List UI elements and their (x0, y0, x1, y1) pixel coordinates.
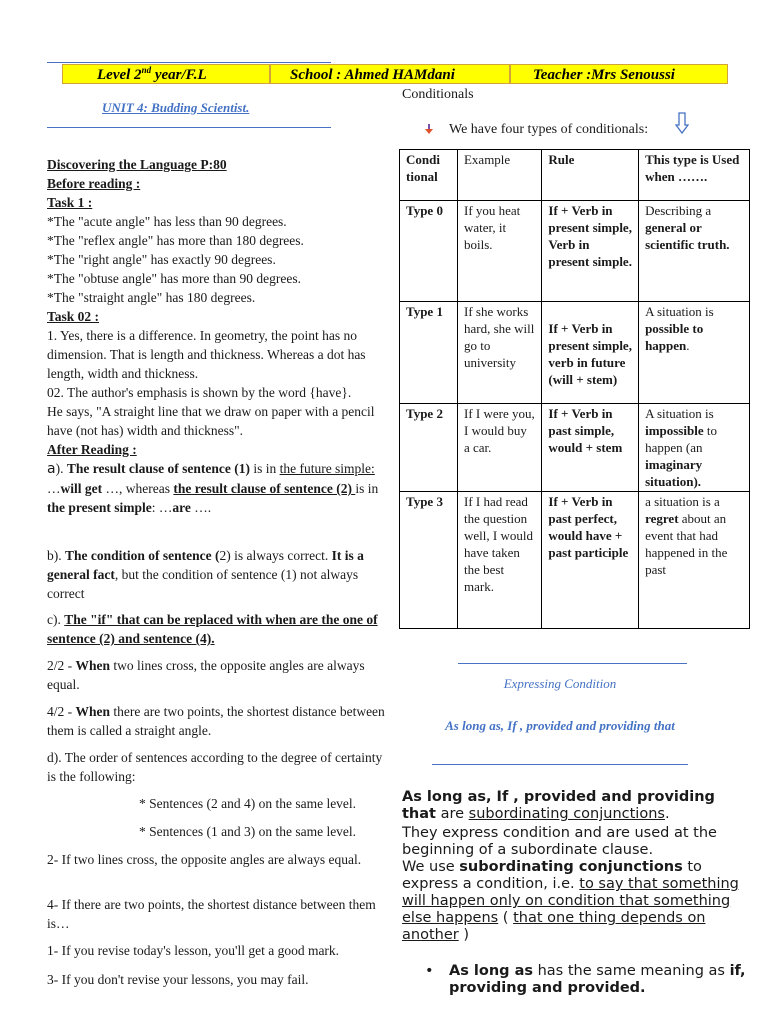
conditionals-title: Conditionals (402, 87, 474, 102)
as-long-as-bullet: • As long as has the same meaning as if, providing and provided. (425, 963, 746, 996)
conditionals-table (399, 149, 750, 629)
left-column (47, 155, 387, 517)
example-cell: If I were you, I would buy a car. (457, 404, 541, 492)
table-row (400, 302, 750, 404)
task1-item: *The "right angle" has exactly 90 degrees. (47, 252, 276, 267)
explanation-p1: As long as, If , provided and providing that are subordinating conjunctions. (402, 789, 715, 822)
teacher-cell (510, 64, 728, 84)
answer-a: a). The result clause of sentence (1) is in the future simple: …will get …, whereas the result clause of sentence (2) is in the present simple: …are …. (47, 461, 379, 515)
sentence-3: 3- If you don't revise your lessons, you may fail. (47, 972, 309, 987)
bullet-dot: • (425, 963, 434, 979)
sentence-2: 2- If two lines cross, the opposite angles are always equal. (47, 852, 362, 867)
after-reading: After Reading : (47, 442, 137, 457)
subordinating-explanation (402, 789, 752, 944)
down-arrow-icon (675, 112, 689, 134)
used-cell: A situation is impossible to happen (an imaginary situation). (639, 404, 750, 492)
used-cell: a situation is a regret about an event that had happened in the past (639, 492, 750, 629)
used-cell: A situation is possible to happen. (639, 302, 750, 404)
task2-answer-2: 02. The author's emphasis is shown by the word {have}. (47, 385, 352, 400)
header-conditional: Condi tional (400, 150, 458, 201)
level-cell (62, 64, 270, 84)
table-row (400, 404, 750, 492)
sentence-1: 1- If you revise today's lesson, you'll get a good mark. (47, 943, 340, 958)
task1-item: *The "straight angle" has 180 degrees. (47, 290, 256, 305)
arrow-bullet-icon (424, 124, 434, 136)
school-cell (270, 64, 510, 84)
example-cell: If you heat water, it boils. (457, 201, 541, 302)
explanation-p2: They express condition and are used at the beginning of a subordinate clause. (402, 825, 717, 858)
rule-cell: If + Verb in past simple, would + stem (542, 404, 639, 492)
rule-cell: If + Verb in past perfect, would have + past participle (542, 492, 639, 629)
table-row (400, 201, 750, 302)
discover-heading: Discovering the Language P:80 (47, 157, 227, 172)
task2-answer-1: 1. Yes, there is a difference. In geometry, the point has no dimension. That is length and thickness. Whereas a dot has length, width and thickness. (47, 328, 366, 381)
level-suffix: year/F.L (151, 67, 207, 83)
before-reading: Before reading : (47, 176, 141, 191)
teacher-label: Teacher :Mrs Senoussi (533, 67, 675, 83)
answer-c: c). The "if" that can be replaced with when are the one of sentence (2) and sentence (4). (47, 612, 378, 646)
task1-item: *The "reflex angle" has more than 180 degrees. (47, 233, 304, 248)
type-cell: Type 1 (400, 302, 458, 404)
example-cell: If she works hard, she will go to university (457, 302, 541, 404)
example-when-1: 2/2 - When two lines cross, the opposite angles are always equal. (47, 658, 365, 692)
top-rule (47, 62, 331, 63)
same-level-2: * Sentences (1 and 3) on the same level. (139, 824, 357, 839)
as-long-as-heading: As long as, If , provided and providing that (445, 718, 675, 733)
four-types-text: We have four types of conditionals: (449, 122, 649, 137)
header-example: Example (457, 150, 541, 201)
used-cell: Describing a general or scientific truth. (639, 201, 750, 302)
answer-b: b). The condition of sentence (2) is always correct. It is a general fact, but the condition of sentence (1) not always correct (47, 548, 364, 601)
explanation-p3: We use subordinating conjunctions to express a condition, i.e. to say that something will happen only on condition that something else happens ( that one thing depends on another ) (402, 859, 739, 943)
rule-cell: If + Verb in present simple, Verb in present simple. (542, 201, 639, 302)
task2-answer-3: He says, "A straight line that we draw on paper with a pencil have (not has) width and thickness". (47, 404, 375, 438)
example-when-2: 4/2 - When there are two points, the shortest distance between them is called a straight angle. (47, 704, 385, 738)
table-header-row (400, 150, 750, 201)
task1-heading: Task 1 : (47, 195, 93, 210)
same-level-1: * Sentences (2 and 4) on the same level. (139, 796, 357, 811)
task1-item: *The "acute angle" has less than 90 degrees. (47, 214, 287, 229)
header-rule: Rule (542, 150, 639, 201)
table-row (400, 492, 750, 629)
answer-d: d). The order of sentences according to the degree of certainty is the following: (47, 750, 383, 784)
level-label: Level 2 (97, 67, 142, 83)
task2-heading: Task 02 : (47, 309, 100, 324)
expressing-condition-title: Expressing Condition (503, 676, 617, 691)
type-cell: Type 2 (400, 404, 458, 492)
example-cell: If I had read the question well, I would have taken the best mark. (457, 492, 541, 629)
type-cell: Type 3 (400, 492, 458, 629)
unit-rule (47, 127, 331, 128)
task1-item: *The "obtuse angle" has more than 90 degrees. (47, 271, 301, 286)
school-label: School : Ahmed HAMdani (290, 67, 455, 83)
sentence-4: 4- If there are two points, the shortest distance between them is… (47, 897, 376, 931)
expressing-rule-bottom (432, 764, 688, 765)
level-sup: nd (141, 65, 152, 75)
header-used-when: This type is Used when ……. (639, 150, 750, 201)
unit-title: UNIT 4: Budding Scientist. (102, 100, 250, 115)
rule-cell: If + Verb in present simple, verb in future (will + stem) (542, 302, 639, 404)
type-cell: Type 0 (400, 201, 458, 302)
expressing-rule-top (458, 663, 687, 664)
